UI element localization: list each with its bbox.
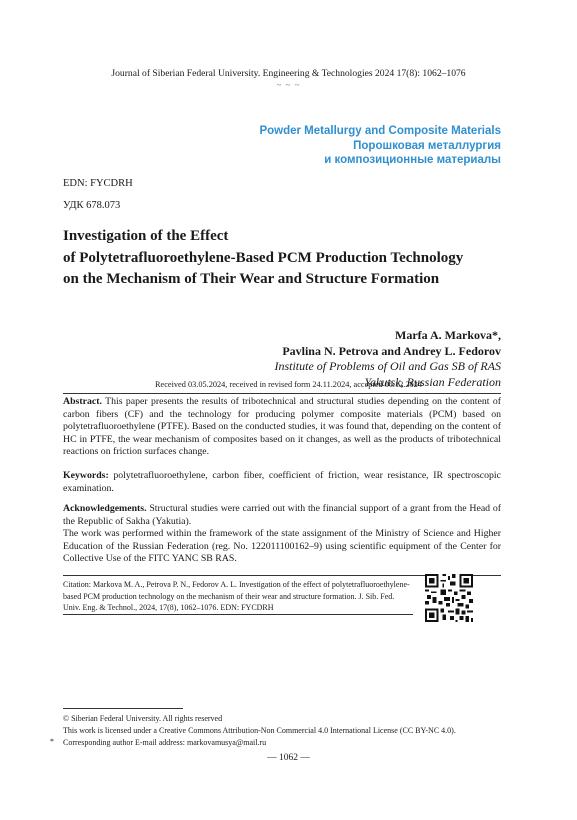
acknowledgements-text-2: The work was performed within the framework of the state assignment of the Ministry of Science and Higher Education of the Russian Federation (reg. No. 122011100162–9) using scientific equipment of the Center for Collective Use of the FITC YANC SB RAS. xyxy=(63,528,501,565)
acknowledgements-text: Structural studies were carried out with the financial support of a grant from the Head of the Republic of Sakha (Yakutia). xyxy=(63,503,501,527)
author-line-2: Pavlina N. Petrova and Andrey L. Fedorov xyxy=(282,343,501,358)
keywords-label: Keywords: xyxy=(63,470,109,481)
section-title-ru-1: Порошковая металлургия xyxy=(353,139,501,152)
divider-top xyxy=(63,393,501,394)
affiliation-location: Yakutsk, Russian Federation xyxy=(364,374,501,389)
section-heading xyxy=(259,124,501,168)
header-separator: ~ ~ ~ xyxy=(276,80,301,90)
page-number: — 1062 — xyxy=(267,753,310,763)
abstract xyxy=(63,396,501,459)
author-line-1: Marfa A. Markova*, xyxy=(395,328,501,342)
keywords xyxy=(63,470,501,495)
acknowledgements-label: Acknowledgements. xyxy=(63,503,147,514)
license-notice: This work is licensed under a Creative Commons Attribution-Non Commercial 4.0 International License (CC BY-NC 4.0). xyxy=(63,726,456,735)
citation: Citation: Markova M. A., Petrova P. N., Fedorov A. L. Investigation of the effect of polytetrafluoroethylene-based PCM production technology on the mechanism of their wear and structure formation. J. Sib. Fed. Univ. Eng. & Technol., 2024, 17(8), 1062–1076. EDN: FYCDRH xyxy=(63,580,410,613)
section-title-en: Powder Metallurgy and Composite Materials xyxy=(259,125,501,137)
corresponding-author: Corresponding author E-mail address: markovamusya@mail.ru xyxy=(63,738,267,747)
title-line-3: on the Mechanism of Their Wear and Structure Formation xyxy=(63,271,440,287)
keywords-text: polytetrafluoroethylene, carbon fiber, coefficient of friction, wear resistance, IR spectroscopic examination. xyxy=(63,470,501,494)
title-line-1: Investigation of the Effect xyxy=(63,228,229,244)
copyright-notice: © Siberian Federal University. All rights reserved xyxy=(63,714,223,723)
title-line-2: of Polytetrafluoroethylene-Based PCM Production Technology xyxy=(63,249,464,266)
footnote-divider xyxy=(63,708,183,709)
abstract-label: Abstract. xyxy=(63,396,102,407)
section-title-ru-2: и композиционные материалы xyxy=(324,154,501,166)
acknowledgements xyxy=(63,503,501,566)
journal-header: Journal of Siberian Federal University. Engineering & Technologies 2024 17(8): 1062–1076 xyxy=(111,68,466,79)
abstract-text: This paper presents the results of tribotechnical and structural studies depending on the content of carbon fibers (CF) and the technology for producing polymer composite materials (PCM) based on polytetrafluoroethylene (PTFE). Based on the conducted studies, it was found that, depending on the content of HC in PTFE, the wear mechanism of composites based on it changes, as well as the products of tribotechnical reactions on friction surfaces change. xyxy=(63,396,501,458)
qr-code-icon xyxy=(425,574,473,622)
udk-code: УДК 678.073 xyxy=(63,200,121,211)
divider-citation xyxy=(63,614,413,615)
footnote-marker: * xyxy=(50,737,54,746)
affiliation-institute: Institute of Problems of Oil and Gas SB of RAS xyxy=(274,359,501,373)
article-title xyxy=(63,226,463,291)
received-dates: Received 03.05.2024, received in revised form 24.11.2024, accepted 06.12.2024 xyxy=(155,380,422,389)
edn-code: EDN: FYCDRH xyxy=(63,178,133,189)
